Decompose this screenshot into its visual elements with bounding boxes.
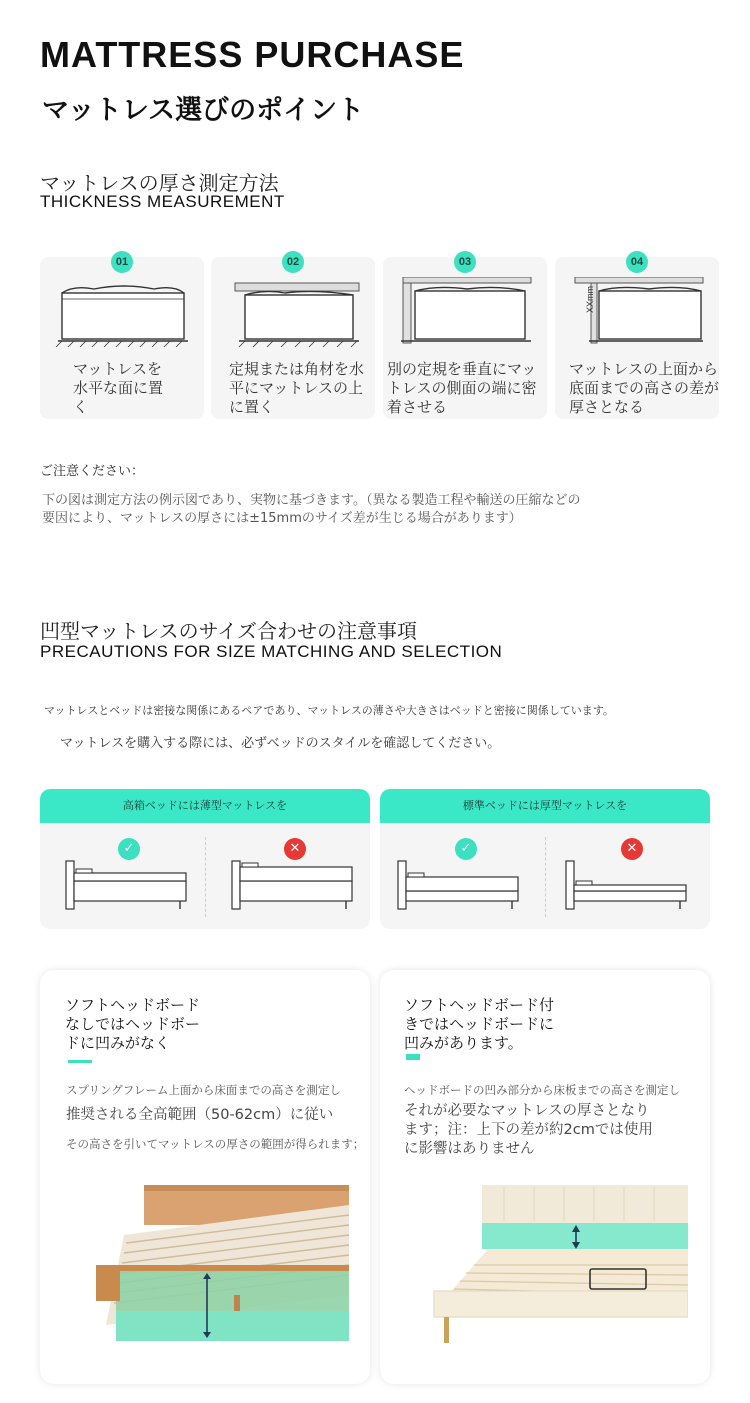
headboard-card-with-recess — [380, 970, 710, 1384]
card-title-line: 凹みがあります。 — [404, 1034, 523, 1052]
vertical-ruler-illustration — [397, 277, 533, 349]
precautions-intro-1: マットレスとベッドは密接な関係にあるペアであり、マットレスの薄さや大きさはベッドと密接に関係しています。 — [44, 704, 614, 717]
accent-bar — [406, 1054, 420, 1060]
page-title-jp: マットレス選びのポイント — [42, 95, 365, 126]
precautions-intro-2: マットレスを購入する際には、必ずベッドのスタイルを確認してください。 — [60, 736, 501, 751]
thickness-label: XXmm — [585, 286, 595, 313]
note-title: ご注意ください： — [40, 464, 145, 479]
step-card-4 — [555, 257, 719, 419]
headboard-card-no-recess — [40, 970, 370, 1384]
step-text: マットレスを水平な面に置く — [73, 360, 164, 416]
note-line-1: 下の図は測定方法の例示図であり、実物に基づきます。（異なる製造工程や輸送の圧縮などの — [42, 493, 581, 508]
card-title — [404, 996, 554, 1053]
step-card-2 — [211, 257, 375, 419]
high-bed-thin-mattress-illustration — [64, 859, 188, 913]
card-text-mid: 推奨される全高範囲（50-62cm）に従い — [66, 1107, 334, 1123]
card-title-line: ソフトヘッドボード — [65, 996, 201, 1014]
upholstered-bed-photo — [404, 1185, 688, 1360]
bed-match-panel-standard — [380, 789, 710, 929]
cross-icon: ✕ — [284, 838, 306, 860]
step-number: 02 — [282, 251, 304, 273]
check-icon: ✓ — [455, 838, 477, 860]
bed-match-panel-high — [40, 789, 370, 929]
card-text-line: ます；注：上下の差が約2cmでは使用 — [404, 1122, 653, 1138]
standard-bed-thin-mattress-illustration — [564, 859, 688, 913]
thickness-result-illustration — [569, 277, 705, 349]
card-text-line: に影響はありません — [404, 1141, 535, 1157]
precautions-title-en: PRECAUTIONS FOR SIZE MATCHING AND SELECTION — [40, 642, 503, 661]
divider — [205, 837, 206, 917]
cross-icon: ✕ — [621, 838, 643, 860]
panel-header: 標準ベッドには厚型マットレスを — [380, 789, 710, 823]
step-text: 定規または角材を水平にマットレスの上に置く — [229, 360, 365, 416]
mattress-on-floor-illustration — [54, 277, 190, 349]
thickness-title-en: THICKNESS MEASUREMENT — [40, 192, 285, 211]
card-text-mid — [404, 1102, 653, 1159]
note-line-2: 要因により、マットレスの厚さには±15mmのサイズ差が生じる場合があります） — [42, 511, 522, 526]
card-text-small: ヘッドボードの凹み部分から床板までの高さを測定し — [404, 1083, 680, 1097]
card-title — [65, 996, 200, 1053]
step-number: 04 — [626, 251, 648, 273]
high-bed-thick-mattress-illustration — [230, 859, 354, 913]
note-body — [42, 492, 682, 528]
ruler-on-mattress-illustration — [225, 277, 361, 349]
card-text-small: その高さを引いてマットレスの厚さの範囲が得られます； — [66, 1137, 365, 1151]
panel-header: 高箱ベッドには薄型マットレスを — [40, 789, 370, 823]
divider — [545, 837, 546, 917]
wooden-bed-photo — [66, 1185, 349, 1360]
card-title-line: ソフトヘッドボード付 — [404, 996, 555, 1014]
card-title-line: きではヘッドボードに — [404, 1015, 555, 1033]
step-number: 03 — [454, 251, 476, 273]
card-title-line: なしではヘッドボー — [65, 1015, 201, 1033]
check-icon: ✓ — [118, 838, 140, 860]
step-text: マットレスの上面から底面までの高さの差が厚さとなる — [569, 360, 720, 416]
page-title-en: MATTRESS PURCHASE — [40, 34, 465, 75]
standard-bed-thick-mattress-illustration — [396, 859, 520, 913]
thickness-title-jp: マットレスの厚さ測定方法 — [40, 171, 279, 195]
card-title-line: ドに凹みがなく — [65, 1034, 171, 1052]
step-card-3 — [383, 257, 547, 419]
step-text: 別の定規を垂直にマットレスの側面の端に密着させる — [387, 360, 537, 416]
accent-bar — [68, 1060, 92, 1063]
card-text-line: それが必要なマットレスの厚さとなり — [404, 1103, 650, 1119]
precautions-title-jp: 凹型マットレスのサイズ合わせの注意事項 — [40, 619, 417, 643]
step-number: 01 — [111, 251, 133, 273]
step-card-1 — [40, 257, 204, 419]
card-text-small: スプリングフレーム上面から床面までの高さを測定し — [66, 1083, 341, 1097]
